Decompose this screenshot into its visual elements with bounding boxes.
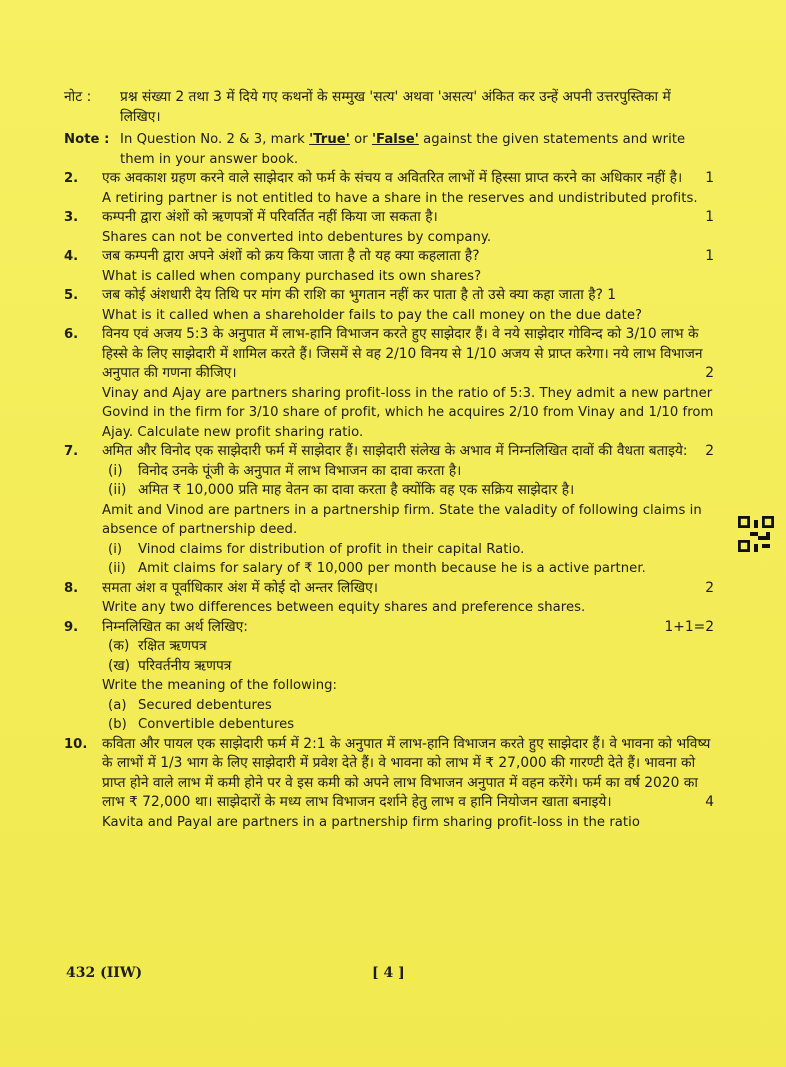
- sub-item: [108, 559, 714, 579]
- question-number: 2.: [64, 171, 79, 186]
- sub-item-tag: (ii): [108, 561, 126, 576]
- question-number: 8.: [64, 580, 79, 596]
- sub-item-tag: (a): [108, 697, 127, 713]
- question-marks: 2: [705, 443, 714, 459]
- sub-item-text: अमित ₹ 10,000 प्रति माह वेतन का दावा करता है क्योंकि वह एक सक्रिय साझेदार है।: [138, 482, 575, 498]
- question-number: 7.: [64, 444, 79, 459]
- question-number: 5.: [64, 288, 79, 303]
- question-english: What is called when company purchased its own shares?: [102, 268, 482, 284]
- question-6: [64, 325, 714, 442]
- note-english: [64, 130, 714, 169]
- sub-item-text: रक्षित ऋणपत्र: [138, 638, 207, 654]
- question-10: [64, 735, 714, 833]
- question-hindi-text: विनय एवं अजय 5:3 के अनुपात में लाभ-हानि विभाजन करते हुए साझेदार हैं। वे नये साझेदार गोविन्द को 3/10 लाभ के हिस्से के लिए साझेदारी में शामिल करते हैं। जिसमें से वह 2/10 विनय से 1/10 अजय से प्राप्त करेगा। नये लाभ विभाजन अनुपात की गणना कीजिए।: [102, 326, 703, 381]
- question-hindi: [102, 735, 714, 813]
- note-english-text: [120, 130, 714, 169]
- sub-item: [108, 637, 714, 657]
- sub-item: [108, 657, 714, 677]
- sub-item-text: विनोद उनके पूंजी के अनुपात में लाभ विभाजन का दावा करता है।: [138, 462, 462, 479]
- note-text-part: In Question No. 2 & 3, mark: [120, 132, 310, 147]
- note-hindi-text: प्रश्न संख्या 2 तथा 3 में दिये गए कथनों के सम्मुख 'सत्य' अथवा 'असत्य' अंकित कर उन्हें अपनी उत्तरपुस्तिका में लिखिए।: [120, 89, 671, 125]
- question-7: [64, 442, 714, 579]
- sub-item-text: Amit claims for salary of ₹ 10,000 per month because he is a active partner.: [138, 561, 646, 576]
- question-9: [64, 618, 714, 735]
- question-english: Shares can not be converted into debentures by company.: [102, 229, 492, 245]
- false-keyword: 'False': [371, 132, 419, 147]
- question-hindi-text: अमित और विनोद एक साझेदारी फर्म में साझेदार हैं। साझेदारी संलेख के अभाव में निम्नलिखित दावों की वैधता बताइये:: [102, 443, 688, 459]
- sub-item-text: परिवर्तनीय ऋणपत्र: [138, 657, 232, 674]
- note-text-part: or: [349, 132, 372, 147]
- question-english: Kavita and Payal are partners in a partnership firm sharing profit-loss in the ratio: [102, 814, 640, 830]
- sub-item-tag: (क): [108, 638, 130, 654]
- question-english: Vinay and Ajay are partners sharing profit-loss in the ratio of 5:3. They admit a new partner Govind in the firm for 3/10 share of profit, which he acquires 2/10 from Vinay and 1/10 from Ajay. Calculate new profit sharing ratio.: [102, 385, 714, 440]
- question-3: [64, 208, 714, 247]
- question-marks: 2: [705, 579, 714, 596]
- qr-code-icon: [738, 516, 774, 552]
- question-marks: 4: [705, 794, 714, 810]
- sub-item: [108, 715, 714, 735]
- sub-item: [108, 462, 714, 482]
- question-english: Write any two differences between equity shares and preference shares.: [102, 600, 586, 615]
- sub-item-tag: (i): [108, 541, 123, 557]
- note-english-label: Note :: [64, 132, 110, 147]
- question-marks: 1+1=2: [664, 618, 714, 635]
- sub-item: [108, 481, 714, 501]
- question-hindi: [102, 208, 714, 228]
- question-hindi: [102, 442, 714, 462]
- question-number: 10.: [64, 736, 88, 752]
- page-content: [64, 88, 714, 832]
- question-5: [64, 286, 714, 325]
- sub-item-tag: (ख): [108, 657, 131, 674]
- question-marks: 1: [705, 248, 714, 264]
- paper-code: 432 (IIW): [66, 965, 143, 981]
- question-english: What is it called when a shareholder fails to pay the call money on the due date?: [102, 307, 643, 323]
- question-english: Write the meaning of the following:: [102, 678, 338, 693]
- question-marks: 1: [705, 209, 714, 225]
- question-hindi: [102, 618, 714, 638]
- note-hindi: [64, 88, 714, 127]
- sub-item-tag: (b): [108, 717, 127, 732]
- question-number: 4.: [64, 249, 79, 264]
- question-hindi: [102, 169, 714, 189]
- question-english: Amit and Vinod are partners in a partnership firm. State the valadity of following claims in absence of partnership deed.: [102, 502, 702, 537]
- sub-item-text: Convertible debentures: [138, 717, 295, 732]
- question-hindi-text: एक अवकाश ग्रहण करने वाले साझेदार को फर्म के संचय व अवितरित लाभों में हिस्सा प्राप्त करने का अधिकार नहीं है।: [102, 170, 683, 186]
- note-text-part: against the given statements and write them in your answer book.: [120, 132, 686, 167]
- question-hindi: [102, 579, 714, 599]
- sub-item: [108, 540, 714, 560]
- question-number: 6.: [64, 327, 79, 342]
- question-marks: 1: [705, 170, 714, 186]
- question-number: 9.: [64, 619, 79, 635]
- question-hindi: [102, 247, 714, 267]
- question-hindi: जब कोई अंशधारी देय तिथि पर मांग की राशि का भुगतान नहीं कर पाता है तो उसे क्या कहा जाता है? 1: [102, 287, 617, 303]
- sub-item: [108, 696, 714, 716]
- question-hindi-text: कम्पनी द्वारा अंशों को ऋणपत्रों में परिवर्तित नहीं किया जा सकता है।: [102, 209, 438, 225]
- sub-item-text: Vinod claims for distribution of profit in their capital Ratio.: [138, 541, 525, 557]
- note-hindi-label: नोट :: [64, 89, 92, 105]
- question-hindi-text: जब कम्पनी द्वारा अपने अंशों को क्रय किया जाता है तो यह क्या कहलाता है?: [102, 248, 480, 264]
- question-hindi-text: समता अंश व पूर्वाधिकार अंश में कोई दो अन्तर लिखिए।: [102, 579, 378, 596]
- page-number: [ 4 ]: [372, 965, 405, 981]
- sub-item-tag: (ii): [108, 482, 127, 498]
- question-4: [64, 247, 714, 286]
- question-hindi: [102, 325, 714, 384]
- question-2: [64, 169, 714, 208]
- sub-item-tag: (i): [108, 462, 123, 479]
- true-keyword: 'True': [309, 132, 350, 147]
- question-hindi-text: निम्नलिखित का अर्थ लिखिए:: [102, 618, 248, 635]
- sub-item-text: Secured debentures: [138, 697, 272, 713]
- question-8: [64, 579, 714, 618]
- question-number: 3.: [64, 210, 79, 225]
- question-marks: 2: [705, 365, 714, 381]
- question-hindi-text: कविता और पायल एक साझेदारी फर्म में 2:1 के अनुपात में लाभ-हानि विभाजन करते हुए साझेदार हैं। वे भावना को भविष्य के लाभों में 1/3 भाग के लिए साझेदारी में प्रवेश देते हैं। वे भावना को लाभ में ₹ 27,000 की गारण्टी देते हैं। भावना को प्राप्त होने वाले लाभ में कमी होने पर वे इस कमी को अपने लाभ विभाजन अनुपात में वहन करेंगे। फर्म का वर्ष 2020 का लाभ ₹ 72,000 था। साझेदारों के मध्य लाभ विभाजन दर्शाने हेतु लाभ व हानि नियोजन खाता बनाइये।: [102, 735, 711, 810]
- question-english: A retiring partner is not entitled to have a share in the reserves and undistributed profits.: [102, 190, 698, 206]
